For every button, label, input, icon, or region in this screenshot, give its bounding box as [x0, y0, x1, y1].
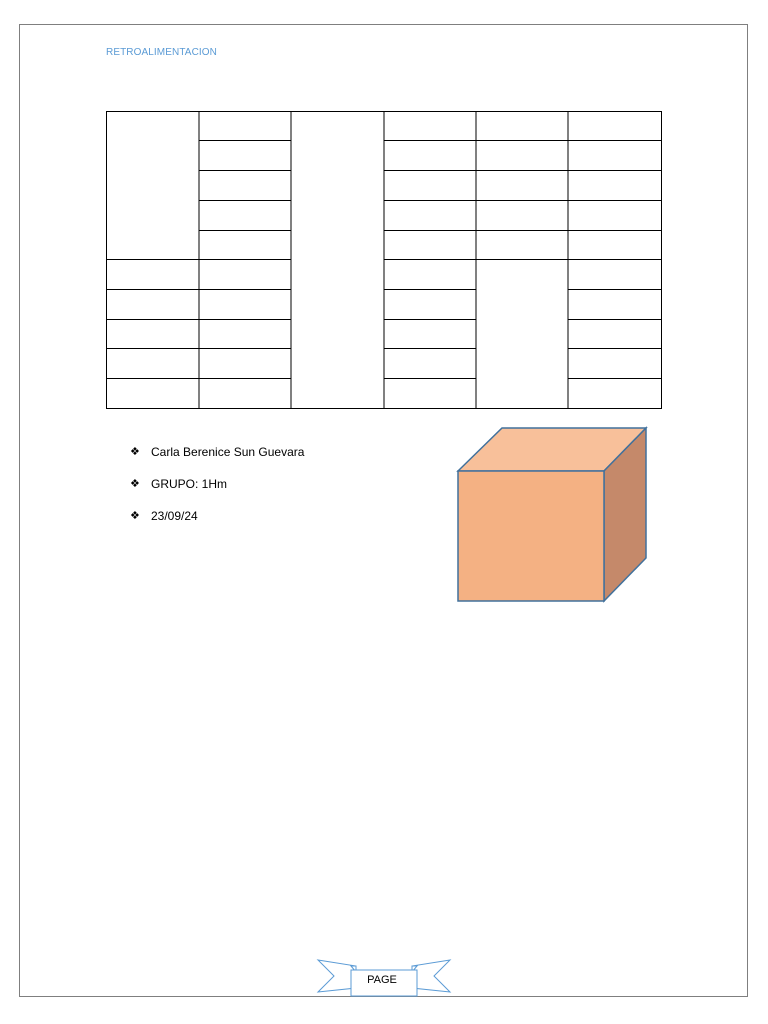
diamond-bullet-icon: ❖ [130, 510, 140, 522]
list-item [130, 476, 304, 508]
student-name: Carla Berenice Sun Guevara [151, 445, 305, 459]
page-label: PAGE [367, 974, 397, 986]
list-item [130, 508, 304, 540]
empty-table [105, 110, 663, 410]
info-list [130, 444, 304, 540]
diamond-bullet-icon: ❖ [130, 446, 140, 458]
group-label: GRUPO: 1Hm [151, 477, 228, 491]
diamond-bullet-icon: ❖ [130, 478, 140, 490]
date-label: 23/09/24 [151, 509, 198, 523]
header-title: RETROALIMENTACION [106, 47, 217, 58]
cube-front-face [458, 471, 604, 601]
list-item [130, 444, 304, 476]
cube-shape [455, 426, 651, 606]
